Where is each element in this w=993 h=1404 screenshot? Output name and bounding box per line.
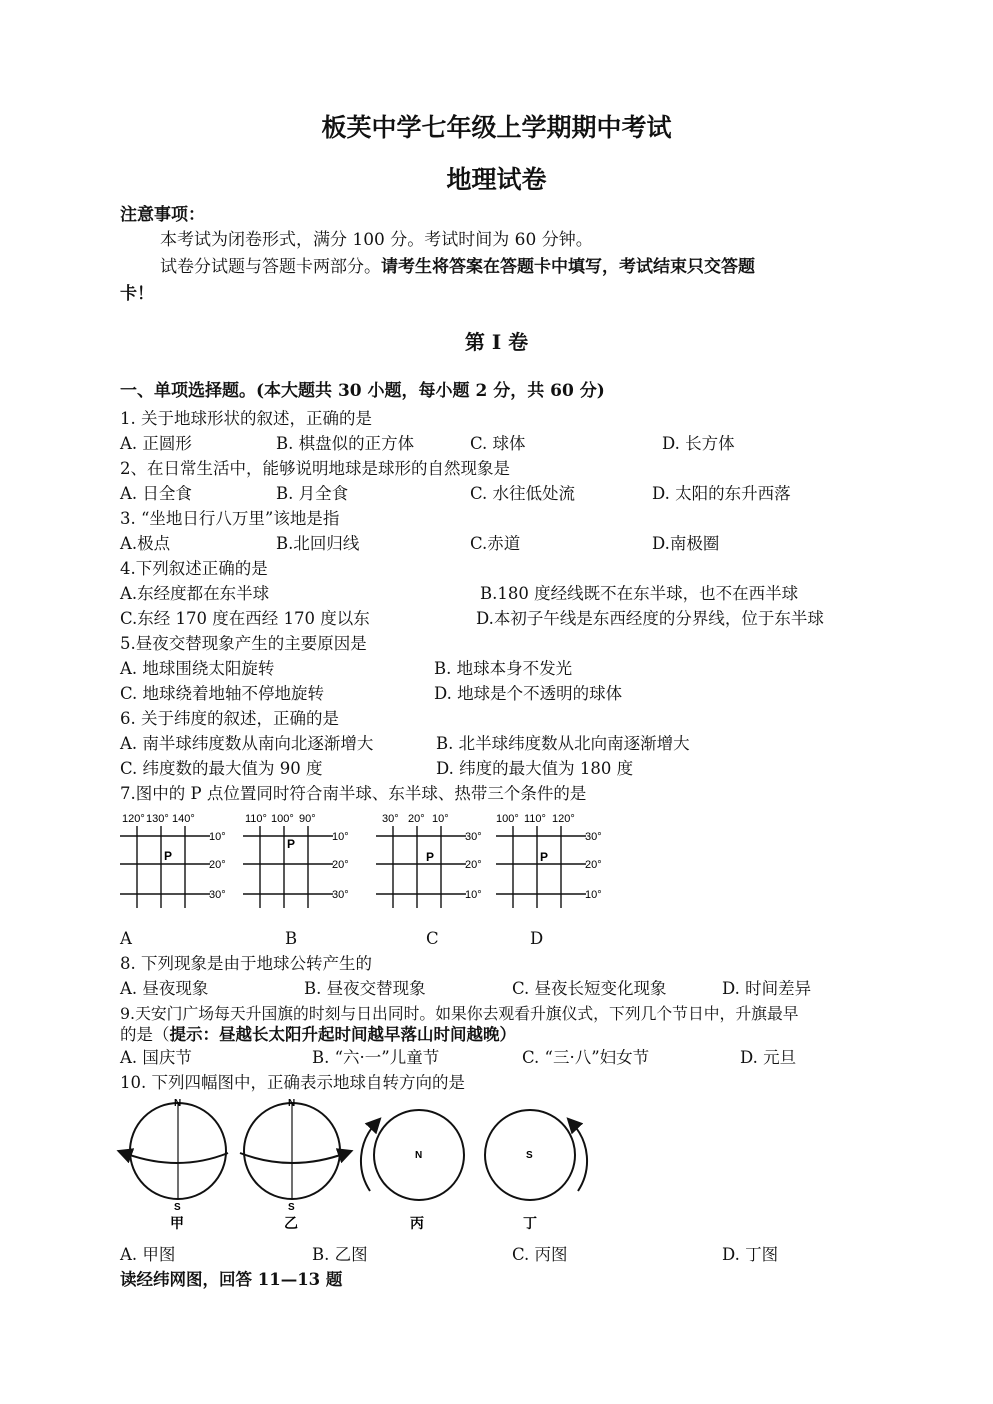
grid-c-right-label: 30° (465, 831, 482, 843)
q7-label-a: A (120, 929, 132, 948)
q1-option-b: B. 棋盘似的正方体 (276, 434, 415, 453)
grid-a-top-label: 140° (172, 813, 195, 825)
question-6: 6. 关于纬度的叙述，正确的是 (120, 709, 339, 728)
grid-d-point-p: P (540, 850, 549, 864)
q2-option-d: D. 太阳的东升西落 (652, 484, 791, 503)
question-1: 1. 关于地球形状的叙述，正确的是 (120, 409, 372, 428)
grid-c-top-label: 10° (432, 813, 449, 825)
globe-jia (124, 1098, 228, 1231)
earth-rotation-figure (112, 1093, 592, 1238)
q7-label-b: B (285, 929, 298, 948)
grid-b-top-label: 100° (271, 813, 294, 825)
q4-option-d: D.本初子午线是东西经度的分界线，位于东半球 (476, 609, 824, 628)
q10-option-a: A. 甲图 (120, 1245, 176, 1264)
grid-d-right-label: 30° (585, 831, 602, 843)
grid-c (376, 813, 482, 908)
q9-option-b: B. “六·一”儿童节 (312, 1048, 440, 1067)
q1-option-d: D. 长方体 (662, 434, 735, 453)
notice-line-2 (160, 255, 755, 279)
q9-hint: 提示：昼越长太阳升起时间越早落山时间越晚） (169, 1025, 516, 1044)
q2-option-a: A. 日全食 (120, 484, 192, 503)
notice-line-1: 本考试为闭卷形式，满分 100 分。考试时间为 60 分钟。 (160, 230, 593, 250)
notice-line-2-plain: 试卷分试题与答题卡两部分。 (160, 257, 381, 277)
grid-c-point-p: P (426, 850, 435, 864)
q4-option-b: B.180 度经线既不在东半球，也不在西半球 (480, 584, 799, 603)
grid-c-top-label: 20° (408, 813, 425, 825)
q3-option-d: D.南极圈 (652, 534, 720, 553)
q8-option-d: D. 时间差异 (722, 979, 812, 998)
grid-c-top-label: 30° (382, 813, 399, 825)
grid-a-right-label: 10° (209, 831, 226, 843)
globe-yi-s: S (288, 1202, 295, 1213)
q9-option-d: D. 元旦 (740, 1048, 797, 1067)
q1-option-a: A. 正圆形 (120, 434, 192, 453)
globe-bing-label: 丙 (410, 1215, 424, 1231)
q3-option-c: C.赤道 (470, 534, 521, 553)
grid-c-right-label: 20° (465, 859, 482, 871)
grid-b-right-label: 30° (332, 889, 349, 901)
q3-option-b: B.北回归线 (276, 534, 360, 553)
q8-option-b: B. 昼夜交替现象 (304, 979, 426, 998)
grid-b (243, 813, 349, 908)
grid-a-right-label: 20° (209, 859, 226, 871)
question-4: 4.下列叙述正确的是 (120, 559, 268, 578)
q7-label-c: C (426, 929, 439, 948)
grid-d-top-label: 100° (496, 813, 519, 825)
globe-yi-n: N (288, 1098, 296, 1109)
reading-instruction: 读经纬网图，回答 11—13 题 (120, 1270, 343, 1289)
grid-a-top-label: 130° (146, 813, 169, 825)
grid-d-top-label: 110° (524, 813, 546, 825)
grid-a-point-p: P (164, 849, 173, 863)
latlong-grids-figure (112, 808, 612, 913)
q5-option-b: B. 地球本身不发光 (434, 659, 573, 678)
q9-option-c: C. “三·八”妇女节 (522, 1048, 650, 1067)
q5-option-c: C. 地球绕着地轴不停地旋转 (120, 684, 325, 703)
grid-b-right-label: 20° (332, 859, 349, 871)
grid-c-right-label: 10° (465, 889, 482, 901)
section-heading: 一、单项选择题。(本大题共 30 小题，每小题 2 分，共 60 分) (120, 381, 605, 401)
volume-heading: 第 I 卷 (464, 330, 529, 354)
q9-line-2-plain: 的是（ (120, 1025, 170, 1044)
q2-option-c: C. 水往低处流 (470, 484, 576, 503)
globe-ding (485, 1110, 587, 1231)
globe-yi-label: 乙 (284, 1215, 298, 1231)
q8-option-a: A. 昼夜现象 (120, 979, 209, 998)
q9-option-a: A. 国庆节 (120, 1048, 192, 1067)
notice-heading: 注意事项： (120, 205, 205, 225)
globe-jia-s: S (174, 1202, 181, 1213)
notice-line-2-bold: 请考生将答案在答题卡中填写，考试结束只交答题 (381, 257, 755, 277)
grid-d-right-label: 20° (585, 859, 602, 871)
grid-a-right-label: 30° (209, 889, 226, 901)
question-2: 2、在日常生活中，能够说明地球是球形的自然现象是 (120, 459, 510, 478)
grid-d (496, 813, 602, 908)
question-3: 3. “坐地日行八万里”该地是指 (120, 509, 340, 528)
page-subtitle: 地理试卷 (446, 165, 547, 194)
q8-option-c: C. 昼夜长短变化现象 (512, 979, 667, 998)
question-10: 10. 下列四幅图中，正确表示地球自转方向的是 (120, 1073, 465, 1092)
globe-ding-label: 丁 (523, 1215, 537, 1231)
q2-option-b: B. 月全食 (276, 484, 349, 503)
q6-option-b: B. 北半球纬度数从北向南逐渐增大 (436, 734, 690, 753)
globe-jia-n: N (174, 1098, 182, 1109)
q1-option-c: C. 球体 (470, 434, 526, 453)
grid-b-point-p: P (287, 837, 296, 851)
q10-option-c: C. 丙图 (512, 1245, 568, 1264)
q6-option-a: A. 南半球纬度数从南向北逐渐增大 (120, 734, 374, 753)
question-5: 5.昼夜交替现象产生的主要原因是 (120, 634, 367, 653)
q6-option-c: C. 纬度数的最大值为 90 度 (120, 759, 323, 778)
grid-b-top-label: 90° (299, 813, 316, 825)
grid-b-right-label: 10° (332, 831, 349, 843)
q4-option-c: C.东经 170 度在西经 170 度以东 (120, 609, 370, 628)
question-9-line-2 (120, 1024, 516, 1046)
q3-option-a: A.极点 (120, 534, 171, 553)
question-9: 9.天安门广场每天升国旗的时刻与日出同时。如果你去观看升旗仪式，下列几个节日中，升旗最早 (120, 1004, 799, 1023)
grid-a-top-label: 120° (122, 813, 145, 825)
globe-bing (361, 1110, 464, 1231)
grid-a (120, 813, 226, 908)
q5-option-a: A. 地球围绕太阳旋转 (120, 659, 275, 678)
globe-ding-center: S (526, 1150, 533, 1161)
q7-label-d: D (530, 929, 544, 948)
q6-option-d: D. 纬度的最大值为 180 度 (436, 759, 634, 778)
question-7: 7.图中的 P 点位置同时符合南半球、东半球、热带三个条件的是 (120, 784, 587, 803)
grid-b-top-label: 110° (245, 813, 267, 825)
notice-line-3: 卡！ (120, 284, 154, 304)
grid-d-right-label: 10° (585, 889, 602, 901)
page-title: 板芙中学七年级上学期期中考试 (321, 113, 672, 142)
grid-d-top-label: 120° (552, 813, 575, 825)
globe-yi (240, 1098, 346, 1231)
question-8: 8. 下列现象是由于地球公转产生的 (120, 954, 372, 973)
q10-option-d: D. 丁图 (722, 1245, 779, 1264)
q4-option-a: A.东经度都在东半球 (120, 584, 270, 603)
globe-bing-center: N (415, 1150, 423, 1161)
q10-option-b: B. 乙图 (312, 1245, 368, 1264)
q5-option-d: D. 地球是个不透明的球体 (434, 684, 623, 703)
globe-jia-label: 甲 (170, 1215, 184, 1231)
